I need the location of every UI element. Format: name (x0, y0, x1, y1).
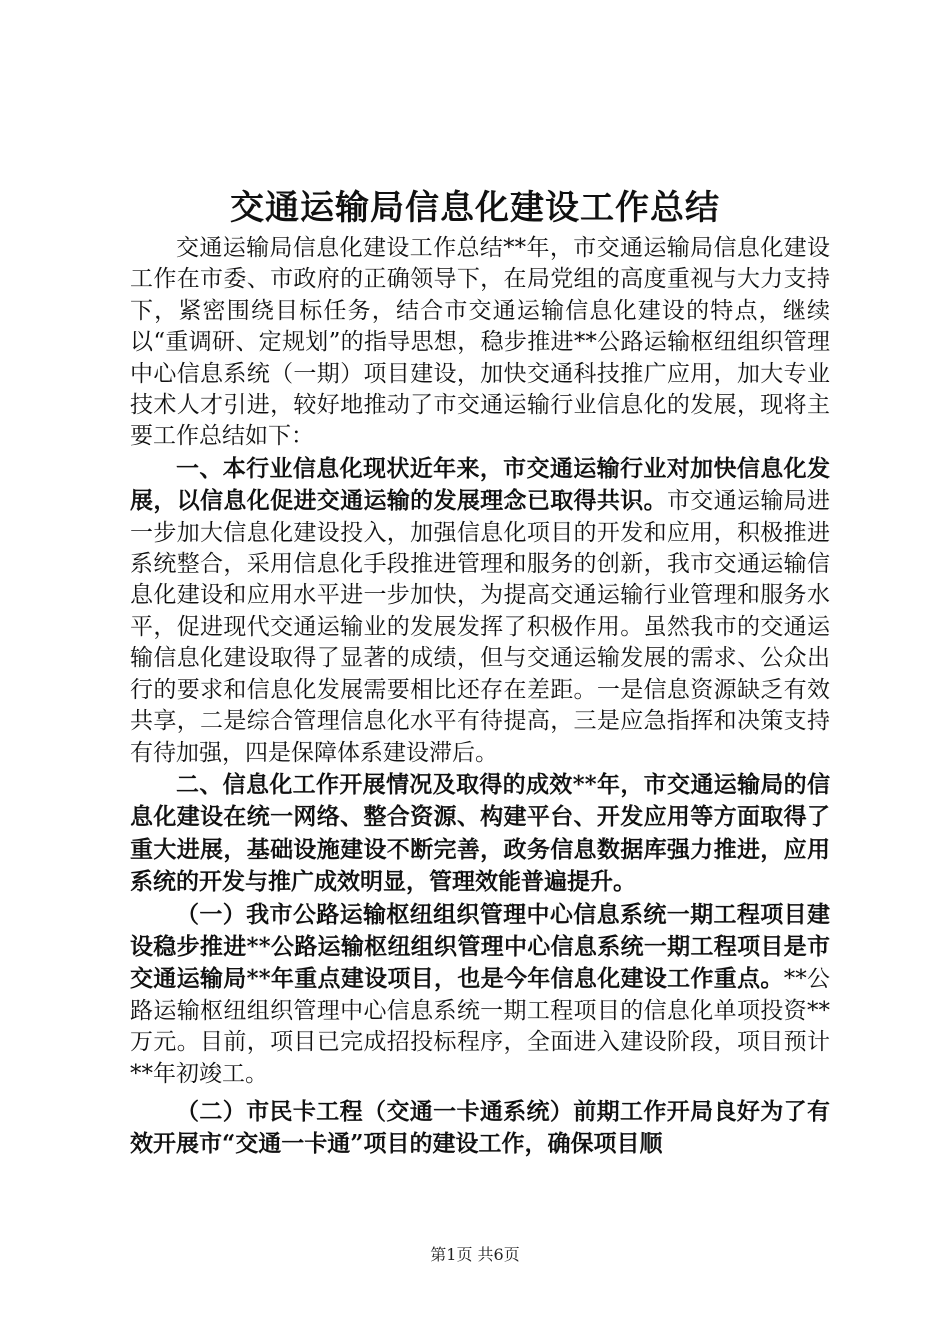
page-number-footer: 第1页 共6页 (430, 1245, 520, 1264)
section-1-text: 市交通运输局进一步加大信息化建设投入，加强信息化项目的开发和应用，积极推进系统整合，采用信息化手段推进管理和服务的创新，我市交通运输信息化建设和应用水平进一步加快，为提高交通运输行业管理和服务水平，促进现代交通运输业的发展发挥了积极作用。虽然我市的交通运输信息化建设取得了显著的成绩，但与交通运输发展的需求、公众出行的要求和信息化发展需要相比还存在差距。一是信息资源缺乏有效共享，二是综合管理信息化水平有待提高，三是应急指挥和决策支持有待加强，四是保障体系建设滞后。 (130, 488, 831, 766)
section-2-heading: 二、信息化工作开展情况及取得的成效**年，市交通运输局的信息化建设在统一网络、整合资源、构建平台、开发应用等方面取得了重大进展，基础设施建设不断完善，政务信息数据库强力推进，应用系统的开发与推广成效明显，管理效能普遍提升。 (130, 770, 830, 896)
subsection-1-heading: （一）我市公路运输枢纽组织管理中心信息系统一期工程项目建设稳步推进**公路运输枢纽组织管理中心信息系统一期工程项目是市交通运输局**年重点建设项目，也是今年信息化建设工作重点。 (130, 900, 830, 993)
subsection-2-heading: （二）市民卡工程（交通一卡通系统）前期工作开局良好为了有效开展市“交通一卡通”项目的建设工作，确保项目顺 (130, 1097, 830, 1158)
document-title: 交通运输局信息化建设工作总结 (230, 188, 720, 228)
document-body (130, 233, 830, 1161)
paragraph-subsection-2 (130, 1096, 830, 1161)
section-1-heading: 一、本行业信息化现状近年来，市交通运输行业对加快信息化发展，以信息化促进交通运输的发展理念已取得共识。 (130, 454, 830, 515)
subsection-1-text: **公路运输枢纽组织管理中心信息系统一期工程项目的信息化单项投资**万元。目前，项目已完成招投标程序，全面进入建设阶段，项目预计**年初竣工。 (130, 966, 830, 1087)
paragraph-intro-text: 交通运输局信息化建设工作总结**年，市交通运输局信息化建设工作在市委、市政府的正确领导下，在局党组的高度重视与大力支持下，紧密围绕目标任务，结合市交通运输信息化建设的特点，继续以“重调研、定规划”的指导思想，稳步推进**公路运输枢纽组织管理中心信息系统（一期）项目建设，加快交通科技推广应用，加大专业技术人才引进，较好地推动了市交通运输行业信息化的发展，现将主要工作总结如下： (130, 235, 830, 450)
paragraph-section-2 (130, 769, 830, 899)
paragraph-subsection-1 (130, 899, 830, 1090)
paragraph-section-1 (130, 453, 830, 769)
paragraph-intro (130, 233, 830, 453)
